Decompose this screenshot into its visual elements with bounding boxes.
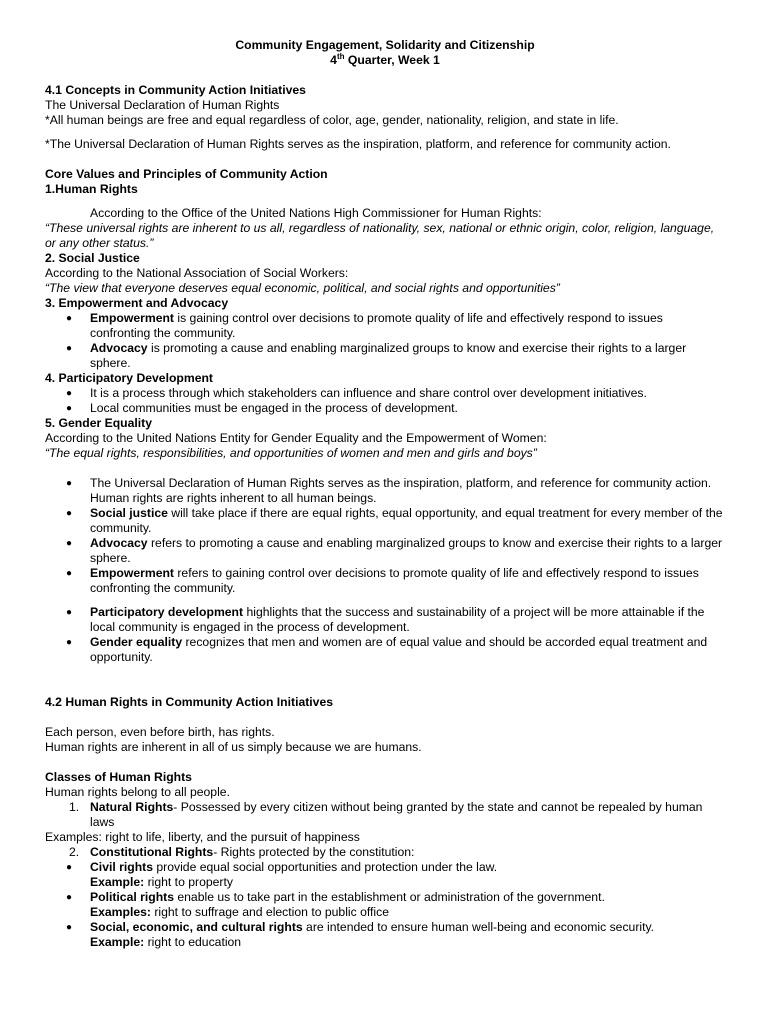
classes-list-1 xyxy=(45,800,725,830)
definition: is promoting a cause and enabling marginalized groups to know and exercise their rights to a larger sphere. xyxy=(90,341,687,370)
social-justice-quote: “The view that everyone deserves equal economic, political, and social rights and opportunities” xyxy=(45,281,560,295)
classes-subheading: Human rights belong to all people. xyxy=(45,785,230,799)
example-label: Example: xyxy=(90,875,145,889)
rights-line-1: Each person, even before birth, has rights. xyxy=(45,725,275,739)
term: Advocacy xyxy=(90,536,148,550)
section-4-2-heading: 4.2 Human Rights in Community Action Initiatives xyxy=(45,695,334,709)
list-item: ● It is a process through which stakeholders can influence and share control over development initiatives. xyxy=(90,386,725,401)
definition: enable us to take part in the establishment or administration of the government. xyxy=(173,890,605,904)
list-item xyxy=(90,605,725,635)
classes-list-2 xyxy=(45,845,725,860)
definition: provide equal social opportunities and protection under the law. xyxy=(152,860,498,874)
summary-list xyxy=(45,476,725,596)
item-number: 1. xyxy=(69,800,80,814)
social-justice-source: According to the National Association of Social Workers: xyxy=(45,266,349,280)
term: Social justice xyxy=(90,506,168,520)
document-title: Community Engagement, Solidarity and Citizenship xyxy=(235,38,535,52)
document-subtitle xyxy=(45,53,725,68)
term: Empowerment xyxy=(90,566,174,580)
list-item xyxy=(90,536,725,566)
list-item xyxy=(69,845,725,860)
list-item xyxy=(90,860,725,890)
term: Social, economic, and cultural rights xyxy=(90,920,303,934)
list-item: ● The Universal Declaration of Human Rights serves as the inspiration, platform, and reference for community action. Human rights are rights inherent to all human beings. xyxy=(90,476,725,506)
human-rights-source: According to the Office of the United Nations High Commissioner for Human Rights: xyxy=(90,206,542,220)
definition: recognizes that men and women are of equal value and should be accorded equal treatment and opportunity. xyxy=(90,635,708,664)
term: Gender equality xyxy=(90,635,183,649)
example-text: right to suffrage and election to public office xyxy=(150,905,390,919)
example-label: Examples: xyxy=(90,905,151,919)
list-item: ● Local communities must be engaged in the process of development. xyxy=(90,401,725,416)
subtitle-ordinal: th xyxy=(336,51,345,61)
human-rights-quote: “These universal rights are inherent to us all, regardless of nationality, sex, national or ethnic origin, color, religion, language, or any other status.” xyxy=(45,221,715,250)
term: Political rights xyxy=(90,890,174,904)
star-note-1: *All human beings are free and equal regardless of color, age, gender, nationality, religion, and state in life. xyxy=(45,113,619,127)
term: Constitutional Rights xyxy=(90,845,214,859)
item-number: 2. xyxy=(69,845,80,859)
participatory-development-list xyxy=(45,386,725,416)
participatory-development-title: 4. Participatory Development xyxy=(45,371,213,385)
social-justice-title: 2. Social Justice xyxy=(45,251,140,265)
definition: highlights that the success and sustainability of a project will be more attainable if the local community is engaged in the process of development. xyxy=(90,605,705,634)
constitutional-rights-list xyxy=(45,860,725,950)
core-values-heading: Core Values and Principles of Community Action xyxy=(45,167,328,181)
section-4-1-heading: 4.1 Concepts in Community Action Initiatives xyxy=(45,83,306,97)
list-item xyxy=(90,920,725,950)
list-item xyxy=(90,311,725,341)
definition: refers to promoting a cause and enabling marginalized groups to know and exercise their rights to a larger sphere. xyxy=(90,536,723,565)
list-item xyxy=(90,506,725,536)
term: Civil rights xyxy=(90,860,153,874)
definition: is gaining control over decisions to promote quality of life and effectively respond to issues confronting the community. xyxy=(90,311,663,340)
gender-equality-title: 5. Gender Equality xyxy=(45,416,153,430)
udhr-line: The Universal Declaration of Human Rights xyxy=(45,98,280,112)
list-item xyxy=(69,800,725,830)
list-item xyxy=(90,890,725,920)
human-rights-title: 1.Human Rights xyxy=(45,182,138,196)
rights-line-2: Human rights are inherent in all of us simply because we are humans. xyxy=(45,740,422,754)
example-label: Example: xyxy=(90,935,145,949)
list-item xyxy=(90,635,725,665)
star-note-2: *The Universal Declaration of Human Rights serves as the inspiration, platform, and reference for community action. xyxy=(45,137,671,151)
gender-equality-source: According to the United Nations Entity for Gender Equality and the Empowerment of Women: xyxy=(45,431,547,445)
term: Advocacy xyxy=(90,341,148,355)
list-item xyxy=(90,566,725,596)
empowerment-advocacy-title: 3. Empowerment and Advocacy xyxy=(45,296,229,310)
definition: - Possessed by every citizen without being granted by the state and cannot be repealed by human laws xyxy=(90,800,703,829)
term: Empowerment xyxy=(90,311,174,325)
example-text: right to education xyxy=(144,935,242,949)
list-item xyxy=(90,341,725,371)
summary-list-continued xyxy=(45,605,725,665)
definition: will take place if there are equal rights, equal opportunity, and equal treatment for every member of the community. xyxy=(90,506,723,535)
definition: are intended to ensure human well-being and economic security. xyxy=(302,920,655,934)
term: Participatory development xyxy=(90,605,244,619)
subtitle-number: 4 xyxy=(330,53,337,67)
subtitle-rest: Quarter, Week 1 xyxy=(344,53,440,67)
document-page xyxy=(45,38,725,950)
definition: refers to gaining control over decisions to promote quality of life and effectively respond to issues confronting the community. xyxy=(90,566,699,595)
classes-heading: Classes of Human Rights xyxy=(45,770,192,784)
natural-rights-examples: Examples: right to life, liberty, and the pursuit of happiness xyxy=(45,830,360,844)
example-text: right to property xyxy=(144,875,233,889)
definition: - Rights protected by the constitution: xyxy=(213,845,415,859)
gender-equality-quote: “The equal rights, responsibilities, and opportunities of women and men and girls and boys” xyxy=(45,446,537,460)
term: Natural Rights xyxy=(90,800,174,814)
empowerment-advocacy-list xyxy=(45,311,725,371)
